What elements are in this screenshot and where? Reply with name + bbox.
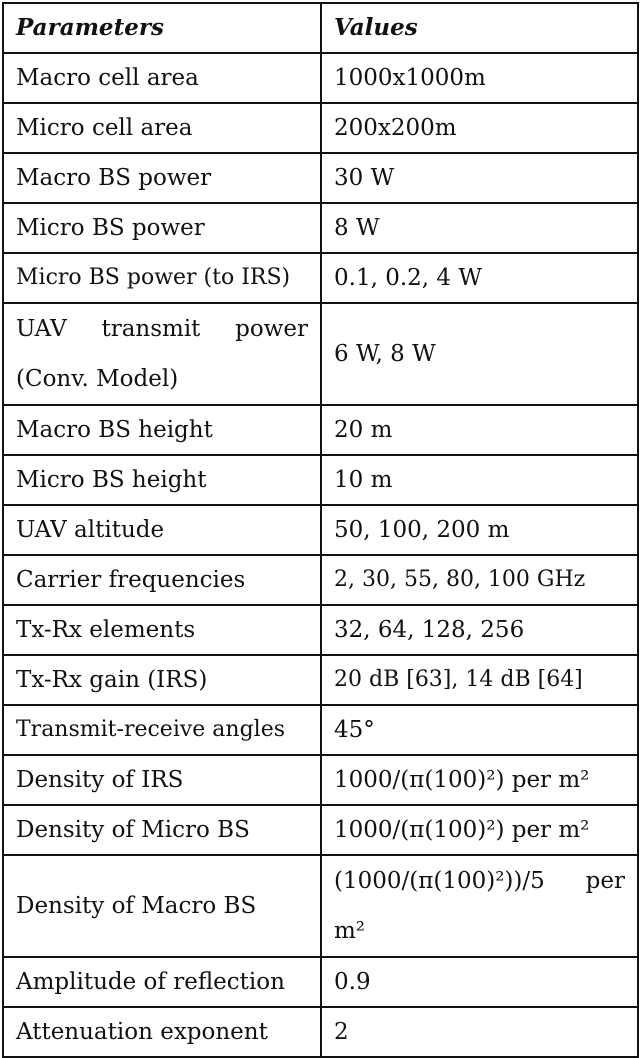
param-cell: Macro cell area: [3, 53, 321, 103]
table-row: [3, 153, 638, 203]
table-row: [3, 705, 638, 755]
value-cell: 20 dB [63], 14 dB [64]: [321, 655, 638, 705]
table-row: [3, 253, 638, 303]
value-cell: 1000/(π(100)²) per m²: [321, 755, 638, 805]
param-cell: Density of Micro BS: [3, 805, 321, 855]
table-row: [3, 605, 638, 655]
table-row: [3, 805, 638, 855]
param-cell: Tx-Rx elements: [3, 605, 321, 655]
table-row: [3, 103, 638, 153]
table-row: [3, 655, 638, 705]
value-cell: (1000/(π(100)²))/5 per m²: [321, 855, 638, 957]
table-header-row: [3, 3, 638, 53]
table-row: [3, 53, 638, 103]
value-cell: 10 m: [321, 455, 638, 505]
table-row: [3, 855, 638, 957]
value-cell: 20 m: [321, 405, 638, 455]
value-cell: 32, 64, 128, 256: [321, 605, 638, 655]
table-row: [3, 555, 638, 605]
table-row: [3, 203, 638, 253]
param-cell: Micro BS power: [3, 203, 321, 253]
table-row: [3, 1007, 638, 1057]
param-cell: Density of IRS: [3, 755, 321, 805]
header-parameters: Parameters: [3, 3, 321, 53]
param-cell: Transmit-receive angles: [3, 705, 321, 755]
header-values: Values: [321, 3, 638, 53]
value-cell: 45°: [321, 705, 638, 755]
param-cell: Micro BS power (to IRS): [3, 253, 321, 303]
table-row: [3, 405, 638, 455]
table-row: [3, 755, 638, 805]
value-cell: 2: [321, 1007, 638, 1057]
param-cell: UAV transmit power (Conv. Model): [3, 303, 321, 405]
table-row: [3, 957, 638, 1007]
value-cell: 0.9: [321, 957, 638, 1007]
value-cell: 200x200m: [321, 103, 638, 153]
table-row: [3, 455, 638, 505]
param-cell: Carrier frequencies: [3, 555, 321, 605]
value-cell: 0.1, 0.2, 4 W: [321, 253, 638, 303]
param-cell: Amplitude of reflection: [3, 957, 321, 1007]
param-cell: Micro BS height: [3, 455, 321, 505]
param-cell: Micro cell area: [3, 103, 321, 153]
value-cell: 30 W: [321, 153, 638, 203]
value-cell: 1000x1000m: [321, 53, 638, 103]
param-cell: UAV altitude: [3, 505, 321, 555]
value-cell: 1000/(π(100)²) per m²: [321, 805, 638, 855]
parameters-table: [2, 2, 639, 1058]
param-cell: Macro BS height: [3, 405, 321, 455]
param-cell: Density of Macro BS: [3, 855, 321, 957]
value-cell: 50, 100, 200 m: [321, 505, 638, 555]
param-cell: Macro BS power: [3, 153, 321, 203]
table-row: [3, 505, 638, 555]
value-cell: 6 W, 8 W: [321, 303, 638, 405]
param-cell: Attenuation exponent: [3, 1007, 321, 1057]
value-cell: 2, 30, 55, 80, 100 GHz: [321, 555, 638, 605]
value-cell: 8 W: [321, 203, 638, 253]
table-row: [3, 303, 638, 405]
param-cell: Tx-Rx gain (IRS): [3, 655, 321, 705]
